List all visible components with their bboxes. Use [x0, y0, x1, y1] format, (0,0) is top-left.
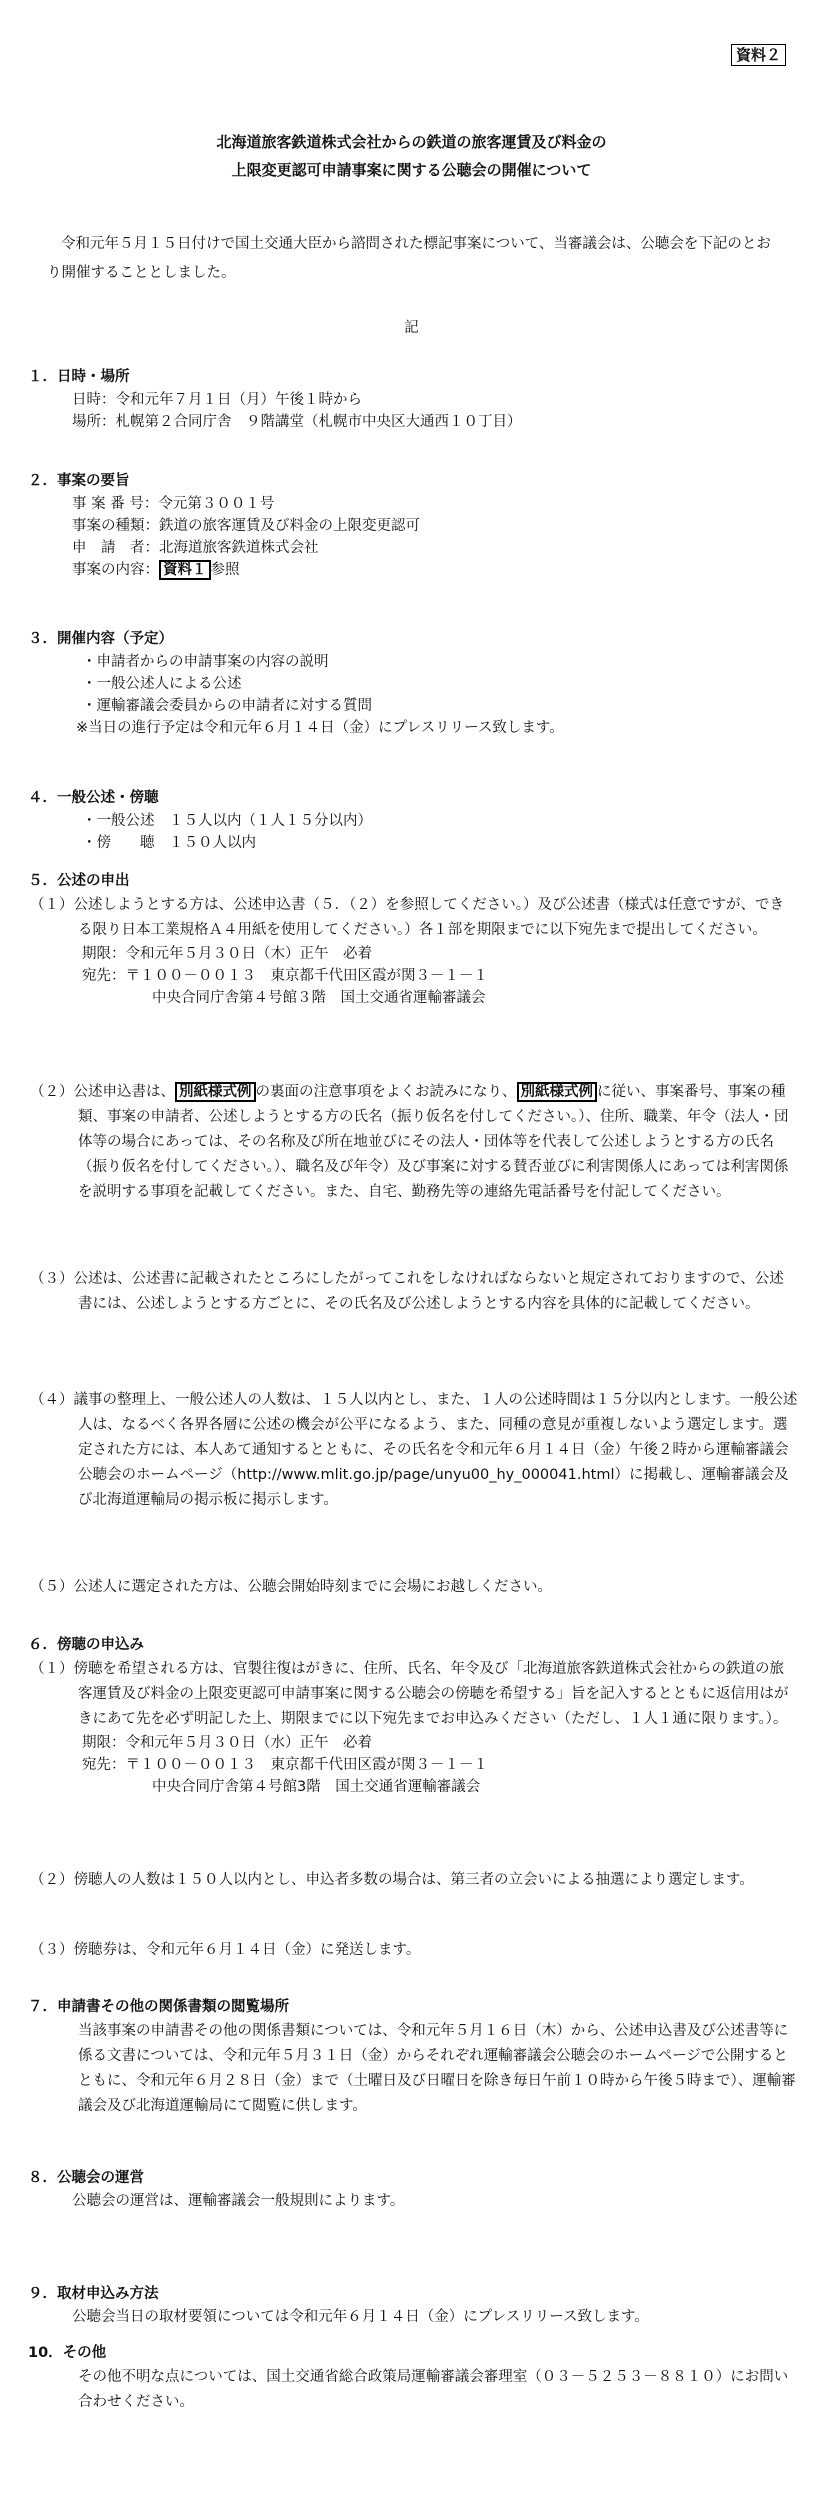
page-title — [0, 128, 823, 184]
case-content-suffix: 参照 — [210, 562, 240, 578]
s5-paragraph-1: （１）公述しようとする方は、公述申込書（５．（２）を参照してください。）及び公述書（様式は任意ですが、できる限り日本工業規格Ａ４用紙を使用してください。）各１部を期限までに以下宛先まで提出してください。 — [30, 897, 784, 938]
section-5-heading: ５．公述の申出 — [28, 873, 130, 889]
s5-paragraph-5: （５）公述人に選定された方は、公聴会開始時刻までに会場にお越しください。 — [30, 1579, 552, 1595]
s10-body — [28, 2365, 798, 2415]
datetime-line: 日時：令和元年７月１日（月）午後１時から — [72, 392, 362, 408]
case-number-line: 事 案 番 号：令元第３００１号 — [72, 496, 275, 512]
s7-body-text: 当該事案の申請書その他の関係書類については、令和元年５月１６日（木）から、公述申込書及び公述書等に係る文書については、令和元年５月３１日（金）からそれぞれ運輸審議会公聴会のホームページで公開するとともに、令和元年６月２８日（金）まで（土曜日及び日曜日を除き毎日午前１０時から午後５時まで）、運輸審議会及び北海道運輸局にて閲覧に供します。 — [78, 2023, 796, 2114]
section-4 — [28, 787, 798, 854]
section-8-heading: ８．公聴会の運営 — [28, 2170, 144, 2186]
section-6-heading: ６．傍聴の申込み — [28, 1637, 144, 1653]
s9-body: 公聴会当日の取材要領については令和元年６月１４日（金）にプレスリリース致します。 — [72, 2309, 649, 2325]
section-9-heading: ９．取材申込み方法 — [28, 2286, 159, 2302]
s5-p2-a: （２）公述申込書は、 — [30, 1084, 175, 1100]
section-2 — [28, 470, 798, 581]
intro-paragraph: 令和元年５月１５日付けで国土交通大臣から諮問された標記事案について、当審議会は、公聴会を下記のとおり開催することとしました。 — [47, 236, 771, 281]
applicant-line: 申 請 者：北海道旅客鉄道株式会社 — [72, 540, 319, 556]
section-5-paragraph-2 — [28, 1080, 798, 1205]
section-5 — [28, 870, 798, 1009]
attachment-1-box: 資料１ — [159, 560, 211, 580]
s6-address-1: 宛先：〒１００－００１３ 東京都千代田区霞が関３－１－１ — [82, 1757, 488, 1773]
agenda-item-1: ・申請者からの申請事案の内容の説明 — [82, 654, 329, 670]
section-1 — [28, 366, 798, 433]
place-line: 場所：札幌第２合同庁舎 ９階講堂（札幌市中央区大通西１０丁目） — [72, 414, 522, 430]
s5-address-1: 宛先：〒１００－００１３ 東京都千代田区霞が関３－１－１ — [82, 968, 488, 984]
case-type-line: 事案の種類：鉄道の旅客運賃及び料金の上限変更認可 — [72, 518, 420, 534]
s6-address-2: 中央合同庁舎第４号館3階 国土交通省運輸審議会 — [152, 1779, 481, 1795]
title-line-2: 上限変更認可申請事案に関する公聴会の開催について — [231, 161, 592, 179]
section-5-paragraph-5 — [28, 1575, 798, 1600]
section-5-paragraph-4 — [28, 1388, 798, 1513]
s5-address-2: 中央合同庁舎第４号館３階 国土交通省運輸審議会 — [152, 990, 486, 1006]
s7-body — [28, 2019, 798, 2119]
section-10 — [28, 2342, 798, 2415]
form-example-box-2: 別紙様式例 — [517, 1082, 598, 1102]
s6-paragraph-1: （１）傍聴を希望される方は、官製往復はがきに、住所、氏名、年令及び「北海道旅客鉄道株式会社からの鉄道の旅客運賃及び料金の上限変更認可申請事案に関する公聴会の傍聴を希望する」旨を記入するとともに返信用はがきにあて先を必ず明記した上、期限までに以下宛先までお申込みください（ただし、１人１通に限ります。）。 — [30, 1661, 789, 1727]
s5-deadline: 期限：令和元年５月３０日（木）正午 必着 — [82, 946, 372, 962]
s6-paragraph-2: （２）傍聴人の人数は１５０人以内とし、申込者多数の場合は、第三者の立会いによる抽選により選定します。 — [30, 1872, 754, 1888]
section-7-heading: ７．申請書その他の関係書類の閲覧場所 — [28, 1999, 289, 2015]
agenda-note: ※当日の進行予定は令和元年６月１４日（金）にプレスリリース致します。 — [76, 720, 564, 736]
s5-p2-b: の裏面の注意事項をよくお読みになり、 — [255, 1084, 517, 1100]
document-label-badge: 資料２ — [731, 44, 786, 66]
section-7 — [28, 1996, 798, 2119]
section-1-heading: １．日時・場所 — [28, 369, 130, 385]
section-8 — [28, 2167, 798, 2212]
section-3 — [28, 628, 798, 739]
s8-body: 公聴会の運営は、運輸審議会一般規則によります。 — [72, 2193, 405, 2209]
case-content-line — [28, 559, 798, 581]
section-3-heading: ３．開催内容（予定） — [28, 631, 173, 647]
section-6-paragraph-2 — [28, 1868, 798, 1893]
agenda-item-3: ・運輸審議会委員からの申請者に対する質問 — [82, 698, 372, 714]
s5-paragraph-2 — [28, 1080, 798, 1205]
s10-body-text: その他不明な点については、国土交通省総合政策局運輸審議会審理室（０３－５２５３－８８１０）にお問い合わせください。 — [78, 2369, 789, 2410]
s5-paragraph-3: （３）公述は、公述書に記載されたところにしたがってこれをしなければならないと規定されておりますので、公述書には、公述しようとする方ごとに、その氏名及び公述しようとする内容を具体的に記載してください。 — [30, 1271, 784, 1312]
s6-deadline: 期限：令和元年５月３０日（水）正午 必着 — [82, 1735, 372, 1751]
section-10-heading: 10．その他 — [28, 2345, 107, 2361]
section-2-heading: ２．事案の要旨 — [28, 473, 130, 489]
s5-p2-c: に従い、事案番号、事案の種類、事案の申請者、公述しようとする方の氏名（振り仮名を付してください。）、住所、職業、年令（法人・団体等の場合にあっては、その名称及び所在地並びにその法人・団体等を代表して公述しようとする方の氏名（振り仮名を付してください。）、職名及び年令）及び事案に対する賛否並びに利害関係人にあっては利害関係を説明する事項を記載してください。また、自宅、勤務先等の連絡先電話番号を付記してください。 — [78, 1084, 789, 1200]
section-6 — [28, 1634, 798, 1798]
agenda-item-2: ・一般公述人による公述 — [82, 676, 242, 692]
section-6-paragraph-3 — [28, 1938, 798, 1963]
audience-limit: ・傍 聴 １５０人以内 — [82, 835, 256, 851]
ki-heading: 記 — [404, 320, 419, 336]
section-4-heading: ４．一般公述・傍聴 — [28, 790, 159, 806]
s6-paragraph-3: （３）傍聴券は、令和元年６月１４日（金）に発送します。 — [30, 1942, 421, 1958]
title-line-1: 北海道旅客鉄道株式会社からの鉄道の旅客運賃及び料金の — [216, 133, 607, 151]
section-9 — [28, 2283, 798, 2328]
s5-paragraph-4: （４）議事の整理上、一般公述人の人数は、１５人以内とし、また、１人の公述時間は１５分以内とします。一般公述人は、なるべく各界各層に公述の機会が公平になるよう、また、同種の意見が重複しないよう選定します。選定された方には、本人あて通知するとともに、その氏名を令和元年６月１４日（金）午後２時から運輸審議会公聴会のホームページ（http://www.mlit.go.jp/page/unyu00_hy_000041.html）に掲載し、運輸審議会及び北海道運輸局の掲示板に掲示します。 — [30, 1392, 798, 1508]
form-example-box-1: 別紙様式例 — [175, 1082, 256, 1102]
section-5-paragraph-3 — [28, 1267, 798, 1317]
case-content-prefix: 事案の内容： — [72, 562, 159, 578]
public-statement-limit: ・一般公述 １５人以内（１人１５分以内） — [82, 813, 372, 829]
